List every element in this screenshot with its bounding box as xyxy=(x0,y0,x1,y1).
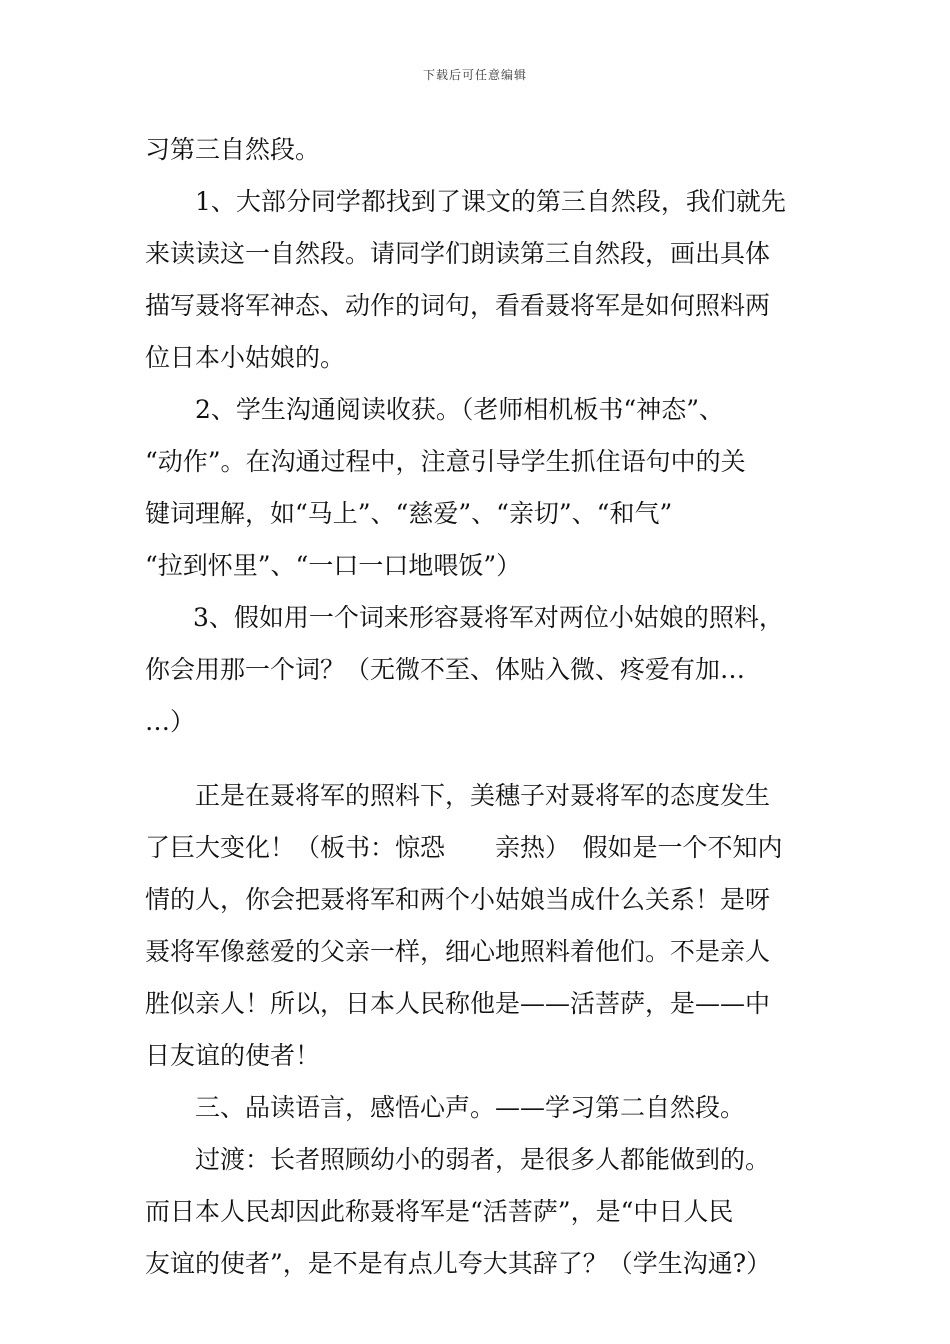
paragraph-3-line: …） xyxy=(145,707,196,736)
text-line: 习第三自然段。 xyxy=(145,135,321,164)
document-body xyxy=(145,124,805,1290)
paragraph-3-line: 3、假如用一个词来形容聂将军对两位小姑娘的照料， xyxy=(193,603,784,632)
section-heading: 三、品读语言，感悟心声。——学习第二自然段。 xyxy=(195,1093,746,1122)
paragraph-4-line: 日友谊的使者！ xyxy=(145,1041,321,1070)
paragraph-2-line: “拉到怀里”、“一口一口地喂饭”） xyxy=(145,551,522,580)
paragraph-2-line: 键词理解，如“马上”、“慈爱”、“亲切”、“和气” xyxy=(145,499,673,528)
paragraph-1-line: 来读读这一自然段。请同学们朗读第三自然段，画出具体 xyxy=(145,239,771,268)
paragraph-1-line: 描写聂将军神态、动作的词句，看看聂将军是如何照料两 xyxy=(145,291,771,320)
paragraph-4-line: 胜似亲人！所以，日本人民称他是——活菩萨，是——中 xyxy=(145,989,771,1018)
page-header: 下载后可任意编辑 xyxy=(422,68,527,82)
paragraph-2-line: 2、学生沟通阅读收获。（老师相机板书“神态”、 xyxy=(195,395,724,424)
paragraph-4-line: 情的人，你会把聂将军和两个小姑娘当成什么关系！是呀 xyxy=(145,885,771,914)
paragraph-4-line: 聂将军像慈爱的父亲一样，细心地照料着他们。不是亲人 xyxy=(145,937,771,966)
paragraph-1-line: 1、大部分同学都找到了课文的第三自然段，我们就先 xyxy=(195,187,786,216)
paragraph-gap xyxy=(145,748,805,770)
paragraph-1-line: 位日本小姑娘的。 xyxy=(145,343,346,372)
paragraph-4-line: 了巨大变化！（板书：惊恐 亲热） 假如是一个不知内 xyxy=(145,833,783,862)
paragraph-5-line: 友谊的使者”，是不是有点儿夸大其辞了？（学生沟通?） xyxy=(145,1249,772,1278)
paragraph-2-line: “动作”。在沟通过程中，注意引导学生抓住语句中的关 xyxy=(145,447,746,476)
paragraph-3-line: 你会用那一个词？（无微不至、体贴入微、疼爱有加… xyxy=(145,655,746,684)
paragraph-5-line: 过渡：长者照顾幼小的弱者，是很多人都能做到的。 xyxy=(195,1145,771,1174)
paragraph-5-line: 而日本人民却因此称聂将军是“活菩萨”，是“中日人民 xyxy=(145,1197,734,1226)
paragraph-4-line: 正是在聂将军的照料下，美穗子对聂将军的态度发生 xyxy=(195,781,771,810)
